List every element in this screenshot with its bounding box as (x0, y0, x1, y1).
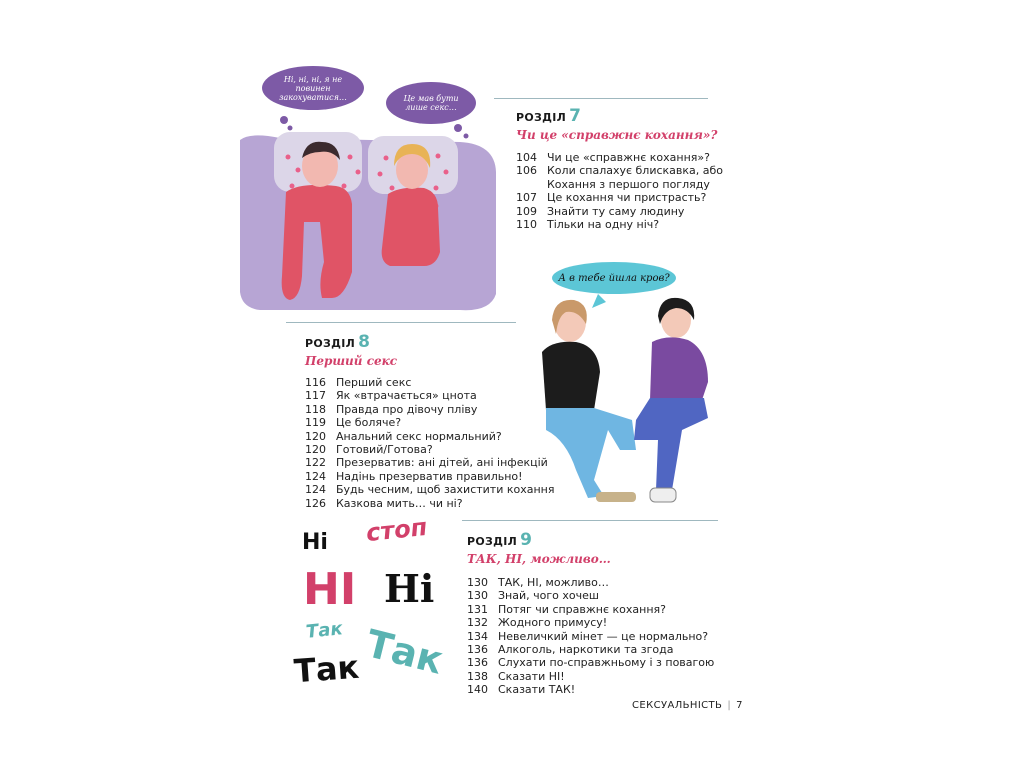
word-tak-small: Так (305, 618, 344, 643)
chapter-9-label: РОЗДІЛ (467, 535, 518, 548)
toc-entry[interactable] (467, 603, 714, 616)
chapter-7-heading (516, 106, 717, 142)
chapter-9-heading (467, 530, 611, 566)
toc-page: 140 (467, 683, 488, 697)
toc-entry[interactable] (305, 403, 555, 416)
toc-entry[interactable] (467, 643, 714, 656)
word-tak-black: Так (292, 647, 361, 691)
toc-entry[interactable] (516, 164, 723, 177)
woman-body (382, 188, 440, 266)
toc-entry[interactable] (467, 656, 714, 669)
speech-bubble-text: А в тебе йшла кров? (558, 272, 670, 284)
toc-entry[interactable] (305, 389, 555, 402)
toc-text: Слухати по-справжньому і з повагою (498, 656, 715, 670)
chapter-9-rule (462, 520, 718, 521)
toc-entry[interactable] (467, 589, 714, 602)
toc-text: Невеличкий мінет — це нормально? (498, 629, 709, 643)
toc-page: 117 (305, 389, 326, 403)
thought-bubble-right (386, 82, 476, 124)
toc-entry[interactable] (516, 151, 723, 164)
toc-text: Чи це «справжнє кохання»? (547, 151, 710, 164)
page-footer (632, 700, 743, 711)
chapter-7-number: 7 (569, 106, 581, 126)
toc-text: Це боляче? (336, 416, 402, 430)
toc-text: Сказати ТАК! (498, 683, 576, 697)
chapter-9-title: ТАК, НІ, можливо… (467, 552, 611, 566)
toc-text: Це кохання чи пристрасть? (547, 191, 707, 205)
girl-left-jeans (546, 408, 636, 498)
footer-page-number: 7 (736, 700, 743, 711)
footer-section: СЕКСУАЛЬНІСТЬ (632, 700, 723, 711)
chapter-8-heading (305, 332, 397, 368)
toc-text: Знай, чого хочеш (498, 589, 599, 603)
toc-page: 120 (305, 443, 326, 457)
thought-bubble-left-text: Ні, ні, ні, я не повинен закохуватися… (279, 74, 347, 102)
chapter-7-label: РОЗДІЛ (516, 111, 567, 124)
toc-entry[interactable] (305, 430, 555, 443)
chapter-7-toc (516, 151, 723, 231)
toc-text: Надінь презерватив правильно! (336, 469, 523, 483)
teens-illustration (532, 290, 718, 518)
toc-text: Потяг чи справжнє кохання? (498, 602, 666, 616)
toc-text: Будь чесним, щоб захистити кохання (336, 483, 555, 497)
toc-text: Тільки на одну ніч? (547, 218, 660, 232)
thought-bubble-right-text: Це мав бути лише секс… (403, 94, 459, 112)
chapter-8-title: Перший секс (305, 354, 398, 368)
toc-page: 124 (305, 469, 326, 483)
word-tak-big: Так (361, 621, 448, 683)
toc-page: 122 (305, 456, 326, 470)
toc-entry[interactable] (305, 443, 555, 456)
toc-page: 120 (305, 429, 326, 443)
word-hi-big: НІ (303, 564, 357, 615)
toc-page: 134 (467, 629, 488, 643)
person-right-hoodie (650, 337, 708, 400)
toc-entry[interactable] (305, 483, 555, 496)
toc-text: Казкова мить… чи ні? (336, 496, 463, 510)
toc-page: 109 (516, 204, 537, 218)
toc-entry[interactable] (516, 218, 723, 231)
toc-page: 118 (305, 402, 326, 416)
person-right-jeans (634, 398, 708, 490)
chapter-7-rule (494, 98, 708, 99)
toc-entry[interactable] (516, 205, 723, 218)
toc-text: Кохання з першого погляду (547, 177, 710, 191)
toc-text: Правда про дівочу пліву (336, 402, 478, 416)
toc-page: 124 (305, 483, 326, 497)
teens-illustration-svg (532, 290, 718, 518)
word-hi-black: Ні (384, 566, 435, 611)
chapter-8-number: 8 (358, 332, 370, 352)
toc-text: Жодного примусу! (498, 616, 608, 630)
toc-page: 131 (467, 602, 488, 616)
toc-text: Алкоголь, наркотики та згода (498, 643, 674, 657)
toc-page: 119 (305, 416, 326, 430)
toc-page: 106 (516, 164, 537, 178)
toc-text: Як «втрачається» цнота (336, 389, 477, 403)
chapter-9-number: 9 (520, 530, 532, 550)
word-stop: стоп (364, 512, 429, 548)
toc-entry[interactable] (305, 416, 555, 429)
toc-entry[interactable] (305, 470, 555, 483)
toc-entry[interactable] (467, 576, 714, 589)
toc-page: 130 (467, 576, 488, 589)
thought-bubble-left (262, 66, 364, 110)
toc-text: Анальний секс нормальний? (336, 429, 502, 443)
toc-page: 116 (305, 376, 326, 389)
toc-page: 104 (516, 151, 537, 164)
toc-entry[interactable] (305, 376, 555, 389)
toc-page: 136 (467, 643, 488, 657)
toc-text: Перший секс (336, 376, 412, 389)
word-hi-small: Ні (302, 530, 328, 555)
toc-entry[interactable] (467, 683, 714, 696)
toc-text: Презерватив: ані дітей, ані інфекцій (336, 456, 548, 470)
toc-entry[interactable] (467, 630, 714, 643)
toc-entry[interactable] (467, 616, 714, 629)
toc-page: 132 (467, 616, 488, 630)
toc-page: 130 (467, 589, 488, 603)
chapter-8-toc (305, 376, 555, 510)
footer-separator: | (727, 700, 732, 711)
chapter-8-label: РОЗДІЛ (305, 337, 356, 350)
toc-page: 110 (516, 218, 537, 232)
toc-entry[interactable] (516, 178, 723, 191)
chapter-7-title: Чи це «справжнє кохання»? (516, 128, 718, 142)
toc-page: 136 (467, 656, 488, 670)
toc-page: 138 (467, 669, 488, 683)
toc-entry[interactable] (305, 497, 555, 510)
toc-page: 126 (305, 496, 326, 510)
chapter-9-toc (467, 576, 714, 697)
toc-text: ТАК, НІ, можливо… (498, 576, 609, 589)
toc-entry[interactable] (467, 670, 714, 683)
toc-text: Готовий/Готова? (336, 443, 433, 457)
toc-text: Знайти ту саму людину (547, 204, 685, 218)
toc-text: Сказати НІ! (498, 669, 565, 683)
chapter-8-rule (286, 322, 516, 323)
toc-page: 107 (516, 191, 537, 205)
toc-text: Коли спалахує блискавка, або (547, 164, 724, 178)
toc-entry[interactable] (516, 191, 723, 204)
toc-page (516, 178, 547, 191)
toc-entry[interactable] (305, 456, 555, 469)
